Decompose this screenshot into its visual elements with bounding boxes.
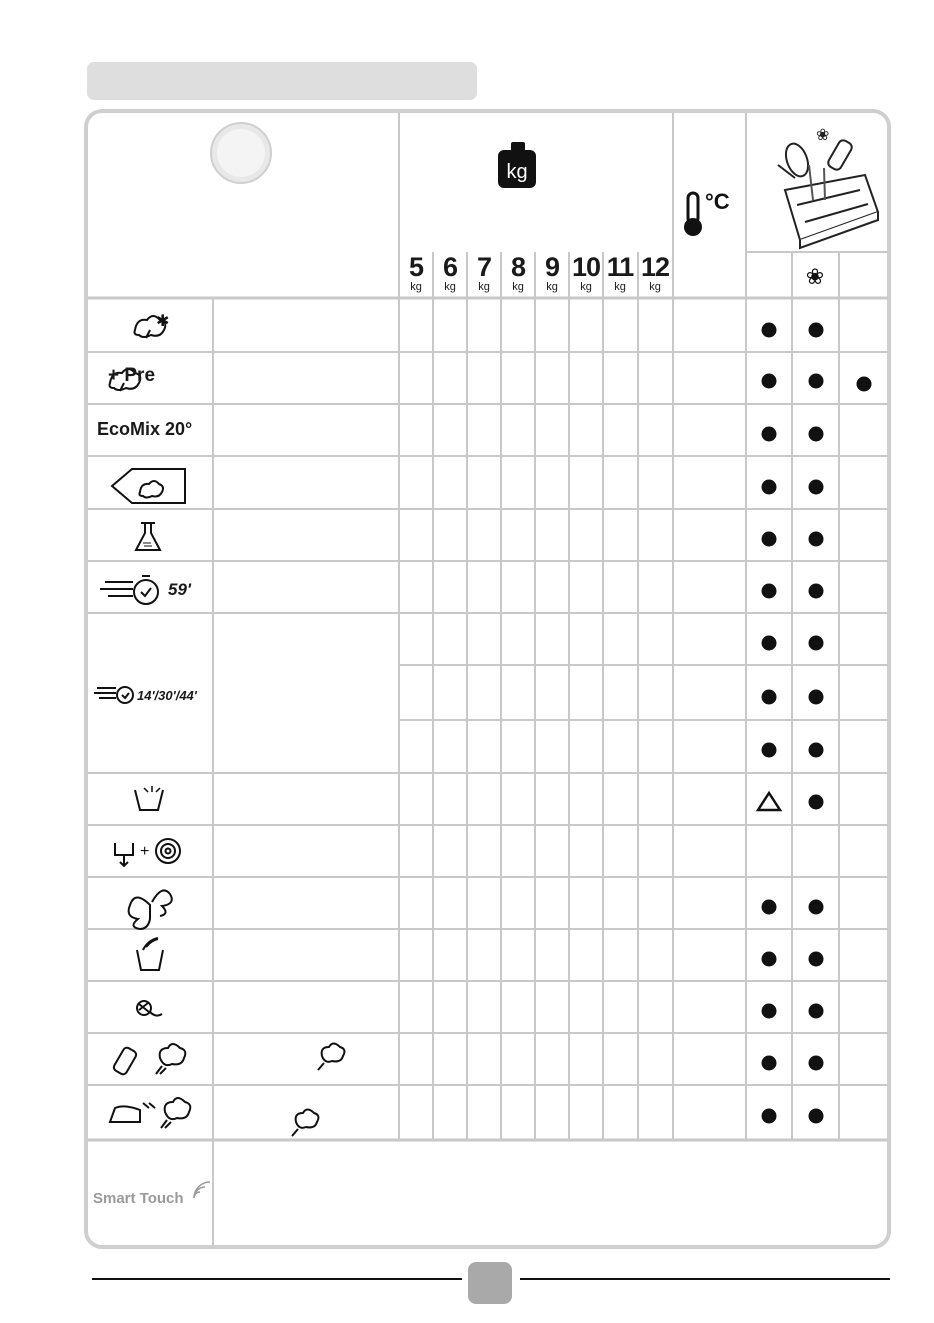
detergent-dot [762,480,777,495]
detergent-dot [762,952,777,967]
detergent-dot [809,795,824,810]
smart-touch-signal-icon [192,1180,212,1200]
detergent-dot [809,743,824,758]
load-kg-6: 6 [442,252,458,282]
weight-kg-label: kg [506,161,528,183]
detergent-dot [762,900,777,915]
detergent-dot [762,374,777,389]
detergent-dot [809,1109,824,1124]
load-kg-9: 9 [544,252,560,282]
detergent-dot [762,690,777,705]
detergent-dot [809,952,824,967]
rinse-icon [135,786,163,810]
rapid-59-label: 59' [168,580,191,599]
load-kg-unit: kg [478,281,490,293]
page-number-tab [468,1262,512,1304]
detergent-dot [857,377,872,392]
weight-kg-icon [498,142,536,188]
detergent-drawer-icon [778,127,878,248]
steam-inline-icon [292,1110,318,1137]
footer-rule-right [520,1278,890,1280]
load-kg-10: 10 [571,252,601,282]
load-kg-11: 11 [606,252,634,282]
handwash-icon [137,938,163,970]
footer-rule-left [92,1278,462,1280]
load-kg-unit: kg [444,281,456,293]
detergent-triangle [758,793,780,810]
svg-text:❀: ❀ [805,264,825,289]
flask-icon [136,523,160,550]
svg-text:✱: ✱ [156,313,170,330]
thermometer-icon [684,189,730,236]
load-kg-unit: kg [580,281,592,293]
detergent-dot [762,584,777,599]
prewash-label [108,365,155,387]
baby-steam-icon [112,1044,185,1076]
svg-text:❀: ❀ [816,127,830,144]
load-kg-unit: kg [649,281,661,293]
detergent-dot [809,584,824,599]
ecomix-label: EcoMix 20° [97,419,193,439]
detergent-dot [809,480,824,495]
cotton-stain-icon [135,313,170,338]
detergent-dot [762,636,777,651]
detergent-dot [762,532,777,547]
cotton-tag-icon [112,469,185,503]
load-kg-unit: kg [410,281,422,293]
rapid-14-30-44-icon [94,687,133,703]
delicates-icon [129,890,172,929]
svg-text:+: + [140,843,150,860]
fabric-softener-icon [806,264,824,289]
load-kg-unit: kg [614,281,626,293]
detergent-dot [809,690,824,705]
load-kg-7: 7 [476,252,492,282]
drain-spin-icon [115,839,180,866]
detergent-dot [762,427,777,442]
detergent-dot [762,323,777,338]
program-label-prewash: + Pre [108,365,156,386]
detergent-dot [762,1109,777,1124]
detergent-dot [809,636,824,651]
load-kg-8: 8 [510,252,526,282]
detergent-dot [809,1004,824,1019]
detergent-dot [809,532,824,547]
detergent-dot [809,900,824,915]
detergent-dot [809,374,824,389]
temperature-label: °C [705,189,730,214]
smart-touch-label: Smart Touch [93,1190,184,1207]
detergent-dot [809,323,824,338]
steam-inline-icon [318,1044,344,1071]
detergent-dot [809,1056,824,1071]
iron-steam-icon [110,1098,190,1128]
rapid-14-30-44-label: 14'/30'/44' [137,688,197,703]
rapid-59-icon [100,576,158,604]
load-kg-5: 5 [408,252,424,282]
detergent-dot [762,1004,777,1019]
detergent-dot [762,743,777,758]
detergent-marks [758,323,872,1124]
load-kg-12: 12 [640,252,670,282]
program-dial-icon [211,123,271,183]
wool-icon [137,1001,162,1016]
detergent-dot [762,1056,777,1071]
load-kg-unit: kg [512,281,524,293]
detergent-dot [809,427,824,442]
load-kg-unit: kg [546,281,558,293]
